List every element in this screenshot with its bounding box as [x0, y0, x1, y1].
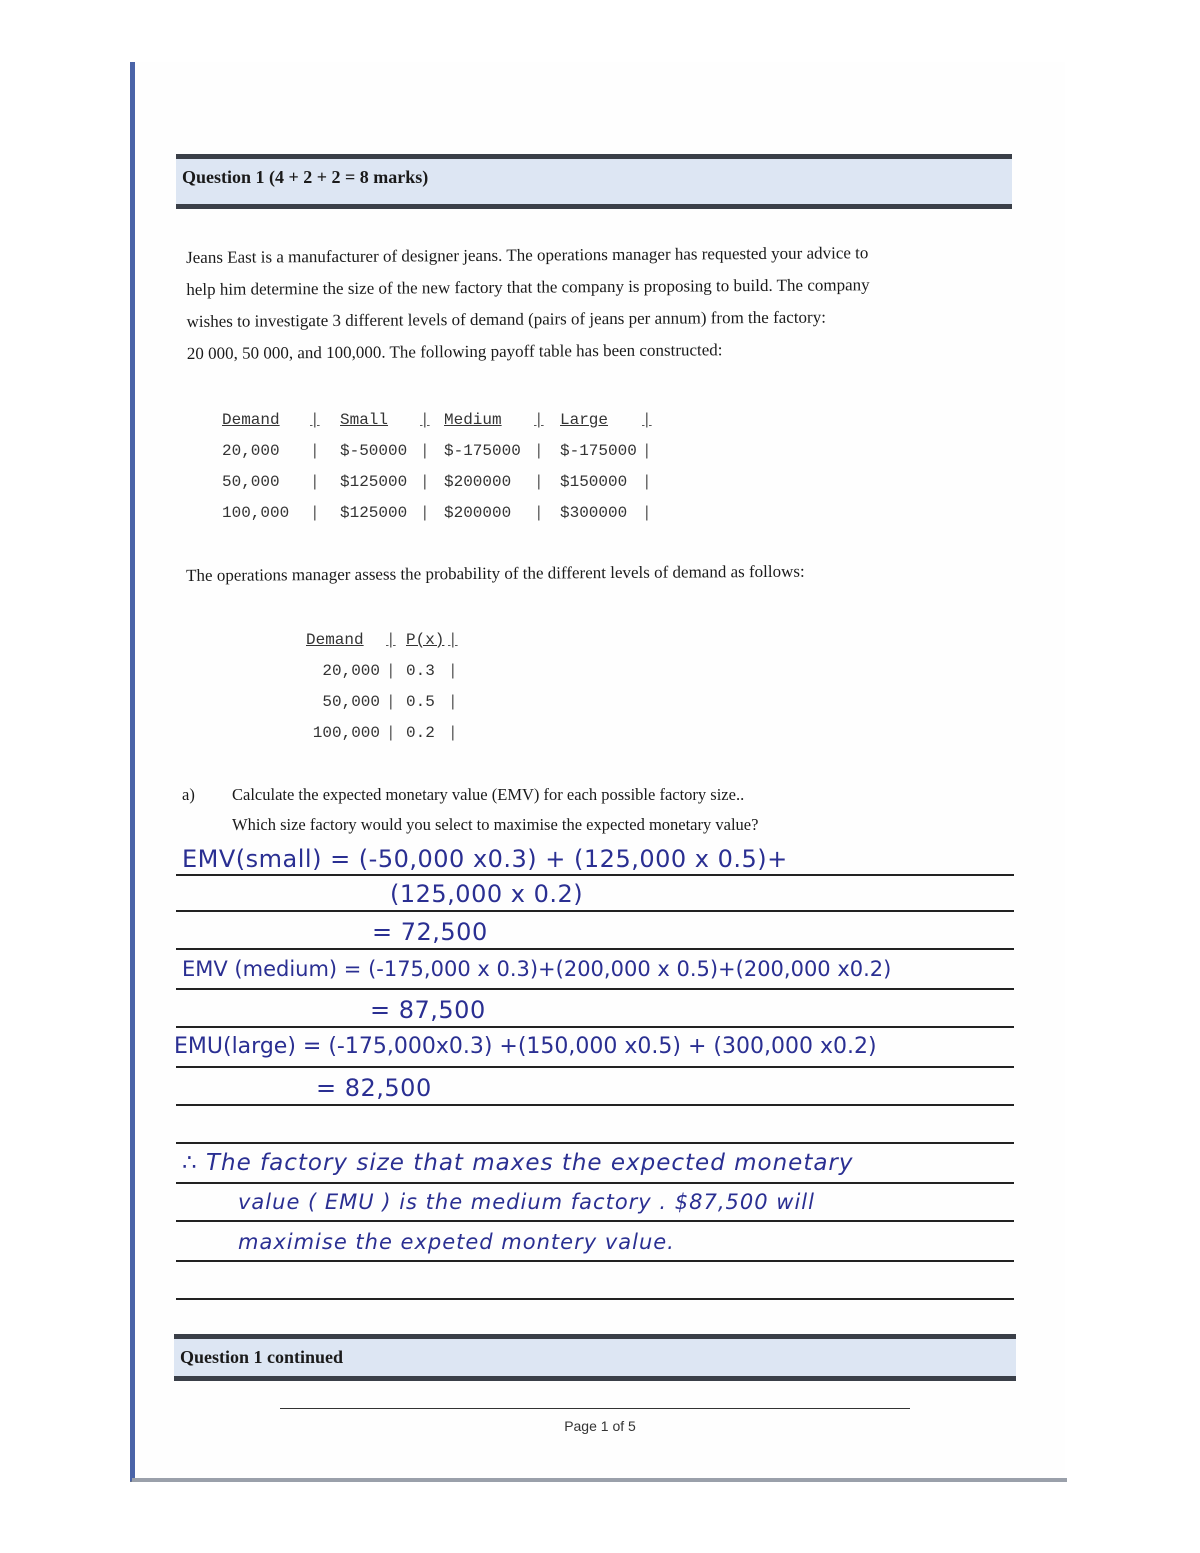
answer-line	[176, 1104, 1014, 1106]
table-header-row: Demand | Small | Medium | Large |	[222, 404, 652, 435]
table-cell: 0.5	[406, 692, 435, 711]
answer-line	[176, 988, 1014, 990]
probability-intro-text: The operations manager assess the probability of the different levels of demand as follows:	[186, 561, 805, 585]
handwritten-line: = 72,500	[372, 918, 488, 946]
page-edge	[132, 1478, 1067, 1482]
part-a-text	[232, 780, 852, 840]
table-row: 100,000 | $125000 | $200000 | $300000 |	[222, 497, 652, 528]
table-header-cell: Large	[560, 410, 609, 429]
table-header-cell: P(x)	[406, 630, 445, 649]
answer-line	[176, 1220, 1014, 1222]
answer-line	[176, 1182, 1014, 1184]
handwritten-line: (125,000 x 0.2)	[390, 880, 584, 908]
table-header-cell: Small	[340, 410, 389, 429]
table-row: 50,000 | $125000 | $200000 | $150000 |	[222, 466, 652, 497]
part-a-label: a)	[182, 785, 195, 804]
probability-table	[306, 624, 458, 748]
answer-line	[176, 948, 1014, 950]
probability-intro	[186, 555, 926, 592]
answer-line	[176, 1066, 1014, 1068]
payoff-table	[222, 404, 652, 528]
table-header-cell: Medium	[444, 410, 502, 429]
table-cell: 50,000	[222, 472, 280, 491]
table-cell: $-175000	[444, 441, 521, 460]
table-header-row: Demand | P(x) |	[306, 624, 458, 655]
table-cell: $125000	[340, 472, 408, 491]
table-cell: $125000	[340, 503, 408, 522]
handwritten-line: EMV(small) = (-50,000 x0.3) + (125,000 x 0.5)+	[182, 845, 788, 873]
answer-line	[176, 910, 1014, 912]
table-row: 100,000 | 0.2 |	[306, 717, 458, 748]
table-cell: $150000	[560, 472, 628, 491]
answer-line	[176, 1026, 1014, 1028]
table-cell: $200000	[444, 503, 512, 522]
table-header-cell: Demand	[306, 630, 364, 649]
question-continued-title: Question 1 continued	[180, 1347, 344, 1367]
table-cell: 0.3	[406, 661, 435, 680]
answer-line	[176, 1298, 1014, 1300]
table-row: 20,000 | $-50000 | $-175000 | $-175000 |	[222, 435, 652, 466]
handwritten-line: = 82,500	[316, 1074, 432, 1102]
question-continued-header	[174, 1334, 1016, 1381]
table-cell: 20,000	[222, 441, 280, 460]
table-row: 20,000 | 0.3 |	[306, 655, 458, 686]
handwritten-line: maximise the expeted montery value.	[238, 1230, 675, 1254]
handwritten-line: value ( EMU ) is the medium factory . $87,500 will	[238, 1190, 815, 1214]
table-header-cell: Demand	[222, 410, 280, 429]
part-a-line: Calculate the expected monetary value (EMV) for each possible factory size..	[232, 785, 745, 804]
answer-line	[176, 874, 1014, 876]
question-title: Question 1 (4 + 2 + 2 = 8 marks)	[182, 167, 429, 187]
intro-line: Jeans East is a manufacturer of designer jeans. The operations manager has requested your advice to	[186, 243, 869, 267]
table-row: 50,000 | 0.5 |	[306, 686, 458, 717]
handwritten-line: ∴ The factory size that maxes the expected monetary	[182, 1150, 854, 1176]
table-cell: $-50000	[340, 441, 408, 460]
table-cell: 50,000	[322, 692, 380, 711]
answer-line	[176, 1260, 1014, 1262]
question-intro	[186, 237, 927, 370]
footer-divider	[280, 1408, 910, 1409]
table-cell: 100,000	[222, 503, 290, 522]
table-cell: $-175000	[560, 441, 637, 460]
question-header	[176, 154, 1012, 209]
table-cell: 0.2	[406, 723, 435, 742]
intro-line: help him determine the size of the new factory that the company is proposing to build. The company	[186, 275, 870, 299]
table-cell: $200000	[444, 472, 512, 491]
intro-line: 20 000, 50 000, and 100,000. The following payoff table has been constructed:	[186, 340, 723, 363]
handwritten-line: = 87,500	[370, 996, 486, 1024]
part-a-line: Which size factory would you select to maximise the expected monetary value?	[232, 815, 759, 834]
handwritten-line: EMV (medium) = (-175,000 x 0.3)+(200,000 x 0.5)+(200,000 x0.2)	[182, 957, 892, 981]
table-cell: 20,000	[322, 661, 380, 680]
table-cell: 100,000	[312, 723, 380, 742]
intro-line: wishes to investigate 3 different levels of demand (pairs of jeans per annum) from the factory:	[186, 307, 826, 331]
table-cell: $300000	[560, 503, 628, 522]
page-number: Page 1 of 5	[564, 1418, 636, 1434]
handwritten-line: EMU(large) = (-175,000x0.3) +(150,000 x0.5) + (300,000 x0.2)	[174, 1034, 877, 1059]
answer-line	[176, 1142, 1014, 1144]
